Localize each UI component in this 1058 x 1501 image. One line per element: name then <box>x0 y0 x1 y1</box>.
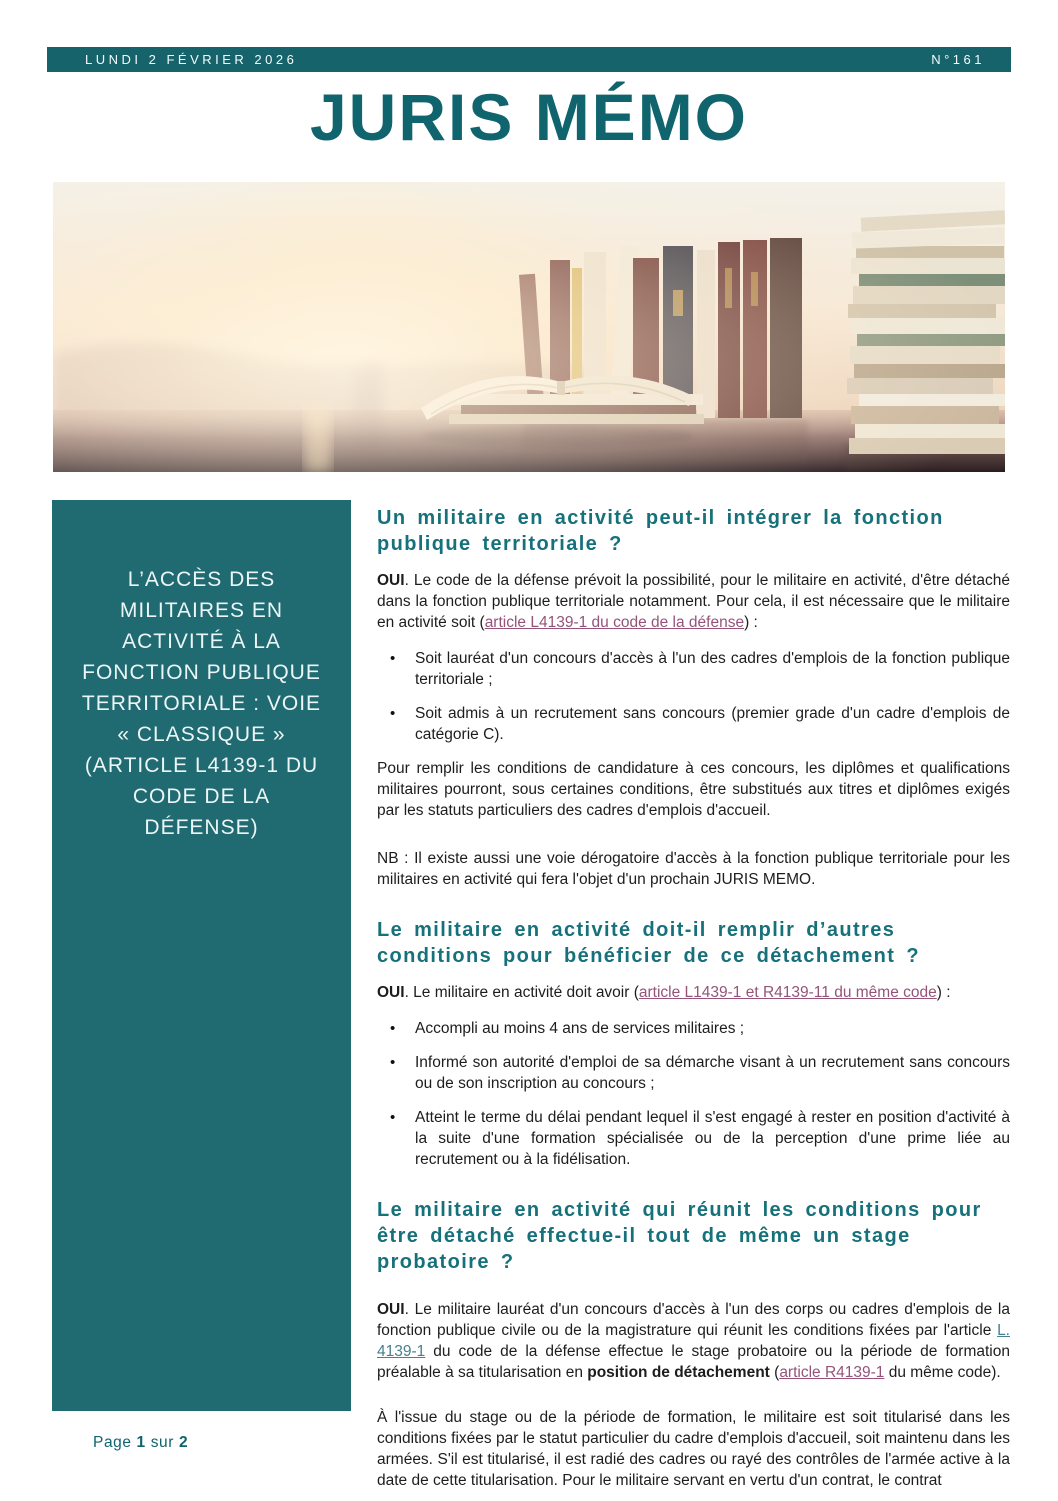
page-number: 1 <box>136 1434 146 1451</box>
question-3-paragraph-2: À l'issue du stage ou de la période de formation, le militaire est soit titularisé dans les conditions fixées par le statut particulier du cadre d'emplois d'accueil, soit maintenu dans les armées. S'il est titularisé, il est radié des cadres ou rayé des contrôles de l'armée active à la date de cette titularisation. Pour le militaire servant en vertu d'un contrat, le contrat <box>377 1409 1010 1489</box>
body-text: ( <box>769 1364 780 1381</box>
oui-label: OUI <box>377 984 405 1001</box>
link-article-r4139-1[interactable]: article R4139-1 <box>779 1364 885 1381</box>
article-body <box>377 500 1010 1501</box>
question-1-bullet-list <box>377 648 1010 745</box>
oui-label: OUI <box>377 1301 405 1318</box>
topic-title: L’ACCÈS DES MILITAIRES EN ACTIVITÉ À LA FONCTION PUBLIQUE TERRITORIALE : VOIE « CLASSIQUE » (ARTICLE L4139-1 DU CODE DE LA DÉFENSE) <box>81 568 322 839</box>
question-1-intro <box>377 570 1010 633</box>
intro-text-end: ) : <box>936 984 951 1001</box>
question-3-heading: Le militaire en activité qui réunit les conditions pour être détaché effectue-il tout de même un stage probatoire ? <box>377 1199 982 1273</box>
header-issue-number: N°161 <box>931 52 985 67</box>
body-text: du code de la défense effectue le stage probatoire ou la période de formation préalable à sa titularisation en <box>377 1343 1010 1381</box>
body-text: . Le militaire lauréat d'un concours d'accès à l'un des corps ou cadres d'emplois de la fonction publique civile ou de la magistrature qui réunit les conditions fixées par l'article <box>377 1301 1010 1339</box>
question-1-paragraph-2: Pour remplir les conditions de candidature à ces concours, les diplômes et qualifications militaires pourront, sous certaines conditions, être substitués aux titres et diplômes exigés par les statuts particuliers des cadres d'emplois d'accueil. <box>377 760 1010 819</box>
link-article-l1439-1-r4139-11[interactable]: article L1439-1 et R4139-11 du même code <box>638 984 937 1001</box>
newsletter-title: JURIS MÉMO <box>309 80 749 154</box>
page-footer <box>93 1434 188 1452</box>
question-2-intro <box>377 982 1010 1003</box>
list-item: • Soit lauréat d'un concours d'accès à l'un des cadres d'emplois de la fonction publique territoriale ; <box>415 648 1010 690</box>
list-item: • Atteint le terme du délai pendant lequel il s'est engagé à rester en position d'activité à la suite d'une formation spécialisée ou de la perception d'une prime liée au recrutement ou à la fidélisation. <box>415 1107 1010 1170</box>
page-total: 2 <box>178 1434 189 1451</box>
link-article-l4139-1[interactable]: L. 4139-1 <box>377 1322 1010 1360</box>
bold-position-detachement: position de détachement <box>587 1364 770 1381</box>
oui-label: OUI <box>377 572 405 589</box>
list-item: • Soit admis à un recrutement sans concours (premier grade d'un cadre d'emplois de catégorie C). <box>415 703 1010 745</box>
intro-text-end: ) : <box>744 614 758 631</box>
header-bar <box>47 47 1011 72</box>
page-separator: sur <box>150 1434 175 1451</box>
hero-photo <box>53 182 1005 472</box>
list-item: • Informé son autorité d'emploi de sa démarche visant à un recrutement sans concours ou de son inscription au concours ; <box>415 1052 1010 1094</box>
warm-haze-overlay <box>53 182 1005 472</box>
question-1-heading: Un militaire en activité peut-il intégrer la fonction publique territoriale ? <box>377 507 944 555</box>
question-2-bullet-list <box>377 1018 1010 1170</box>
question-3-paragraph-1 <box>377 1299 1010 1383</box>
topic-sidebar <box>52 500 351 1411</box>
body-text: du même code). <box>884 1364 1001 1381</box>
page-label: Page <box>93 1434 132 1451</box>
link-article-l4139-1-defense[interactable]: article L4139-1 du code de la défense <box>484 614 745 631</box>
intro-text: . Le code de la défense prévoit la possibilité, pour le militaire en activité, d'être détaché dans la fonction publique territoriale notamment. Pour cela, il est nécessaire que le militaire en activité soit ( <box>377 572 1010 631</box>
intro-text: . Le militaire en activité doit avoir ( <box>404 984 639 1001</box>
header-date: LUNDI 2 FÉVRIER 2026 <box>85 52 298 67</box>
list-item: • Accompli au moins 4 ans de services militaires ; <box>415 1018 1010 1039</box>
question-1-nota-bene: NB : Il existe aussi une voie dérogatoire d'accès à la fonction publique territoriale pour les militaires en activité qui fera l'objet d'un prochain JURIS MEMO. <box>377 850 1010 888</box>
question-2-heading: Le militaire en activité doit-il remplir d’autres conditions pour bénéficier de ce détachement ? <box>377 919 920 967</box>
books-sunset-illustration <box>53 182 1005 472</box>
